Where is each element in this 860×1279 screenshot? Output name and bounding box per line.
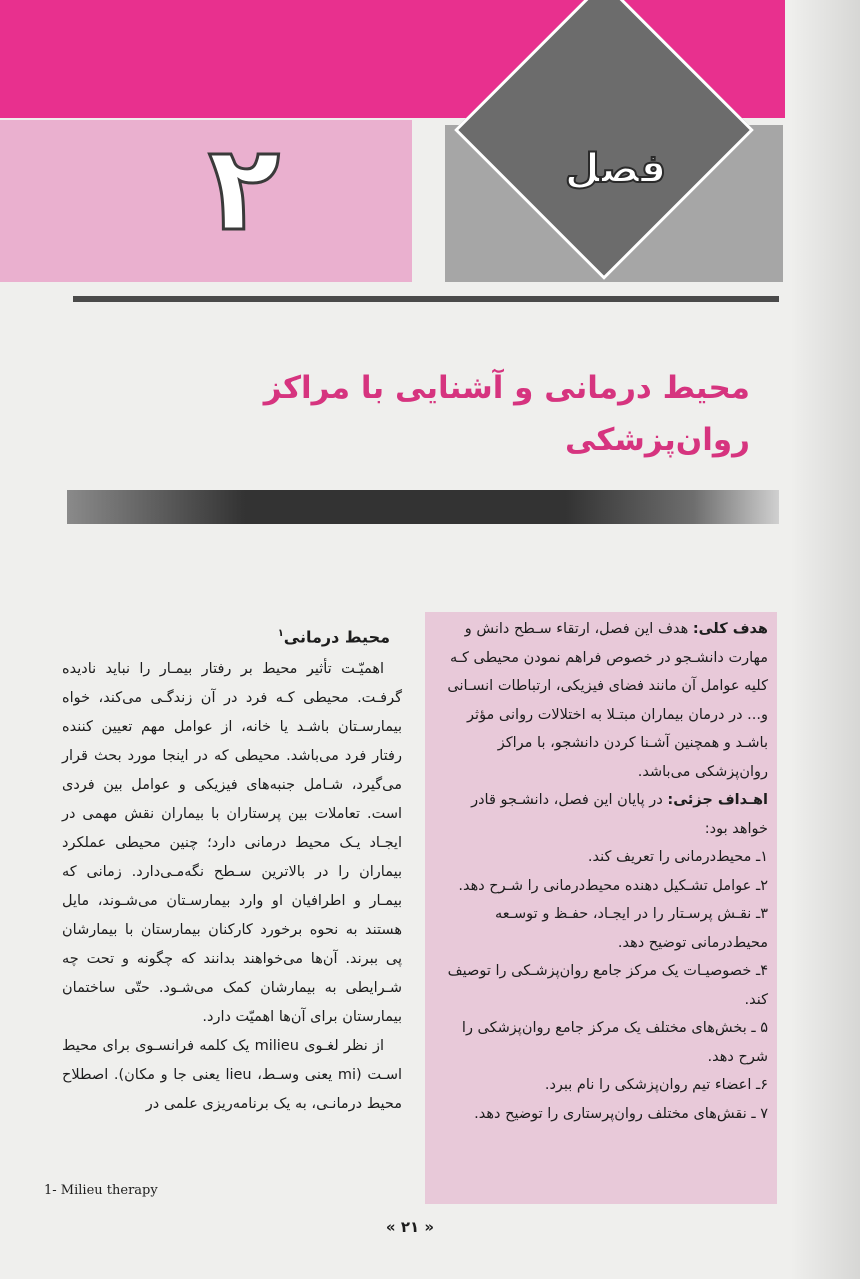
objective-item: ۴ـ خصوصیـات یک مرکز جامع روان‌پزشـکی را توصیف کند. [447,963,768,1008]
section-heading-text: محیط درمانی [283,627,390,647]
specific-objectives-label: اهـداف جزئی: [667,792,768,808]
title-rule [73,296,779,302]
objective-item: ۶ـ اعضاء تیم روان‌پزشکی را نام ببرد. [544,1077,768,1093]
body-paragraph: از نظر لغـوی milieu یک کلمه فرانسـوی برای محیط اسـت (mi یعنی وسـط، lieu یعنی جا و مکان). اصطلاح محیط درمانـی، به یک برنامه‌ریزی علمی در [62,1038,402,1112]
section-heading [150,622,390,649]
general-objective [440,615,768,786]
footnote: 1- Milieu therapy [44,1183,158,1198]
chapter-number: ۲ [207,119,281,257]
objectives-text [440,615,768,1128]
page-number: « ۲۱ » [385,1218,435,1236]
specific-objectives [440,786,768,843]
chapter-word: فصل [564,146,667,192]
gradient-divider [67,490,779,524]
objective-item: ۳ـ نقـش پرسـتار را در ایجـاد، حفـظ و توسـعه محیط‌درمانی توضیح دهد. [495,906,768,951]
page-edge-shadow [790,0,860,1279]
objective-item: ۷ ـ نقش‌های مختلف روان‌پرستاری را توضیح دهد. [474,1105,768,1122]
objective-item: ۱ـ محیط‌درمانی را تعریف کند. [587,849,768,865]
general-objective-text: هدف این فصل، ارتقاء سـطح دانش و مهارت دانشـجو در خصوص فراهم نمودن محیطی کـه کلیه عوامل آن مانند فضای فیزیکی، ارتباطات انسـانی و... در درمان بیماران مبتـلا به اختلالات روانی مؤثر باشـد و همچنین آشـنا کردن دانشجو، با مراکز روان‌پزشکی می‌باشد. [447,621,768,780]
footnote-ref: ۱ [277,628,284,639]
general-objective-label: هدف کلی: [692,621,768,637]
objective-item: ۲ـ عوامل تشـکیل دهنده محیط‌درمانی را شـرح دهد. [458,877,768,894]
body-text [62,655,402,1119]
body-paragraph: اهمیّـت تأثیر محیط بر رفتار بیمـار را نباید نادیده گرفـت. محیطی کـه فرد در آن زندگـی می‌کند، خواه بیمارسـتان باشـد یا خانه، از عوامل مهم تعیین کننده رفتار فرد می‌باشد. محیطی که در اینجا مورد بحث قرار می‌گیرد، شـامل جنبه‌های فیزیکی و عوامل بین فردی است. تعاملات بین پرستاران با بیماران نقش مهمی در ایجـاد یـک محیط درمانی دارد؛ چنین محیطی عملکرد بیماران را در بالاترین سـطح نگه‌مـی‌دارد. زمانی که بیمـار و اطرافیان او وارد بیمارسـتان می‌شـوند، مایل هستند به نحوه برخورد کارکنان بیمارستان با بیمارشان پی ببرند. آن‌ها می‌خواهند بدانند که چگونه و تحت چه شـرایطی به بیمارشان کمک می‌شـود. حتّی ساختمان بیمارستان برای آن‌ها اهمیّت دارد. [62,661,402,1025]
objective-item: ۵ ـ بخش‌های مختلف یک مرکز جامع روان‌پزشکی را شرح دهد. [461,1020,768,1065]
chapter-title: محیط درمانی و آشنایی با مراکز روان‌پزشکی [263,370,750,458]
specific-objectives-text: در پایان این فصل، دانشـجو قادر خواهد بود: [471,792,768,837]
